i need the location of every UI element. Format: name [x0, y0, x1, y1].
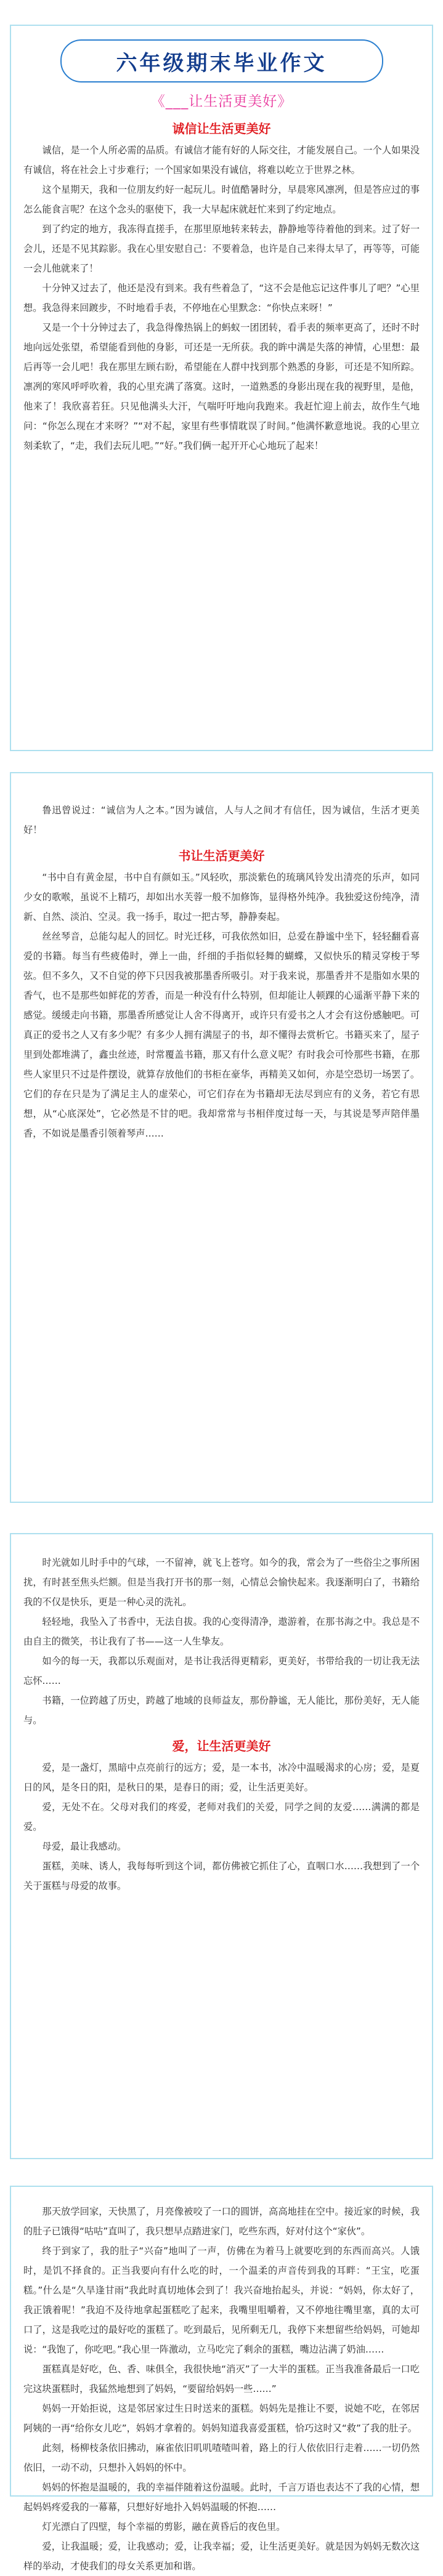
paragraph: 此刻，杨柳枝条依旧拂动，麻雀依旧叽叽喳喳叫着，路上的行人依依旧行走着……一切仍然依旧，一动不动，只想扑入妈妈的怀中。	[23, 2442, 420, 2473]
paragraph: “书中自有黄金屋，书中自有颜如玉。”风轻吹，那淡紫色的琉璃风铃发出清亮的乐声，如同少女的歌喉，虽说不上精巧，却如出水芙蓉一般不加修饰，显得格外纯净。我独爱这份纯净，清新、自然、淡泊、空灵。我一扬手，取过一把古琴，静静奏起。	[23, 872, 420, 922]
page-title: 六年级期末毕业作文	[60, 39, 383, 83]
paragraph: 终于到家了，我的肚子“兴奋”地叫了一声，仿佛在为着马上就要吃到的东西而高兴。人饿时，是饥不择食的。正当我要向有什么吃的时，一个温柔的声音传到我的耳畔：“王宝，吃蛋糕。”什么是“久旱逢甘雨”我此时真切地体会到了！我兴奋地抬起头，并说：“妈妈，你太好了，我正饿着呢！”我迫不及待地拿起蛋糕吃了起来，我嘴里咀嚼着，又不停地往嘴里塞，真的太可口了，这是我吃过的最好吃的蛋糕了。吃到最后，见所剩无几，我停下来想留些给妈妈，可她却说：“我饱了，你吃吧。”我心里一阵激动，立马吃完了剩余的蛋糕，嘴边沾满了奶油……	[23, 2245, 420, 2355]
paragraph: 那天放学回家，天快黑了，月亮像被咬了一口的圆饼，高高地挂在空中。接近家的时候，我的肚子已饿得“咕咕”直叫了，我只想早点踏进家门，吃些东西，好对付这个“家伙”。	[23, 2206, 420, 2237]
paragraph: 爱，无处不在。父母对我们的疼爱，老师对我们的关爱，同学之间的友爱……满满的都是爱。	[23, 1801, 420, 1832]
paragraph: 如今的每一天，我都以乐观面对，是书让我活得更精彩，更美好，书带给我的一切让我无法忘怀……	[23, 1656, 420, 1686]
paragraph: 这个星期天，我和一位朋友约好一起玩儿。时值酷暑时分，早晨寒风凛冽，但是答应过的事怎么能食言呢？在这个念头的驱使下，我一大早起床就赶忙来到了约定地点。	[23, 184, 420, 215]
paragraph: 爱，让我温暖；爱，让我感动；爱，让我幸福；爱，让生活更美好。就是因为妈妈无数次这样的举动，才使我们的母女关系更加和谐。	[23, 2541, 420, 2572]
paragraph: 母爱，最让我感动。	[42, 1841, 127, 1852]
paragraph: 轻轻地，我坠入了书香中，无法自拔。我的心变得清净，遨游着，在那书海之中。我总是不由自主的微笑，书让我有了书——这一人生挚友。	[23, 1616, 420, 1647]
essay-title-books: 书让生活更美好	[178, 848, 265, 863]
paragraph: 蛋糕，美味、诱人，我每每听到这个词，都仿佛被它抓住了心，直咽口水……我想到了一个关于蛋糕与母爱的故事。	[23, 1861, 420, 1891]
paragraph: 蛋糕真是好吃，色、香、味俱全，我很快地“消灭”了一大半的蛋糕。正当我准备最后一口吃完这块蛋糕时，我猛然地想到了妈妈，“要留给妈妈一些……”	[23, 2364, 420, 2394]
paragraph: 灯光漂白了四壁，每个幸福的剪影，融在黄昏后的夜色里。	[42, 2521, 286, 2532]
paragraph: 十分钟又过去了，他还是没有到来。我有些着急了，“这不会是他忘记这件事儿了吧？”心里想。我急得来回踱步，不时地看手表，不停地在心里默念：“你快点来呀！”	[23, 283, 420, 313]
page-subtitle: 《___让生活更美好》	[150, 94, 293, 110]
paragraph: 时光就如儿时手中的气球，一不留神，就飞上苍穹。如今的我，常会为了一些俗尘之事所困扰，有时甚至焦头烂额。但是当我打开书的那一刻，心情总会愉快起来。我逐渐明白了，书籍给我的不仅是快乐，更是一种心灵的洗礼。	[23, 1557, 420, 1608]
paragraph: 诚信，是一个人所必需的品质。有诚信才能有好的人际交往，才能发展自己。一个人如果没有诚信，将在社会上寸步难行；一个国家如果没有诚信，将难以屹立于世界之林。	[23, 145, 420, 175]
essay-card-4	[10, 2186, 433, 2572]
essay-title-honesty: 诚信让生活更美好	[172, 121, 271, 136]
paragraph: 到了约定的地方，我冻得直搓手，在那里原地转来转去，静静地等待着他的到来。过了好一会儿，还是不见其踪影。我在心里安慰自己：不要着急，也许是自己来得太早了，再等等，可能一会儿他就来了！	[23, 223, 420, 274]
paragraph: 又是一个十分钟过去了，我急得像热锅上的蚂蚁一团团转，看手表的频率更高了，还时不时地向远处张望，希望能看到他的身影，可还是一无所获。我的眸中满是失落的神情，心里想：最后再等一会儿吧！我在那里左顾右盼，希望能在人群中找到那个熟悉的身影，可还是不知所踪。凛冽的寒风呼呼吹着，我的心里充满了落寞。这时，一道熟悉的身影出现在我的视野里，是他，他来了！我欣喜若狂。只见他满头大汗，气喘吁吁地向我跑来。我赶忙迎上前去，故作生气地问：“你怎么现在才来呀？”“对不起，家里有些事情耽误了时间。”他满怀歉意地说。我的心里立刻柔软了，“走，我们去玩儿吧。”“好。”我们俩一起开开心心地玩了起来！	[23, 322, 420, 451]
paragraph: 鲁迅曾说过：“诚信为人之本。”因为诚信，人与人之间才有信任，因为诚信，生活才更美好！	[23, 805, 420, 835]
paragraph: 丝丝琴音，总能勾起人的回忆。时光迁移，可我依然如旧，总爱在静谧中坐下，轻轻翻看喜爱的书籍。每当有些疲倦时，弹上一曲，纤细的手指似轻舞的蝴蝶，又似快乐的精灵穿梭于琴弦。但不多久，又不自觉的停下只因我被那墨香所吸引。对于我来说，那墨香并不是脂如水果的香气，也不是那些如鲜花的芳香，而是一种没有什么特别，但却能让人顿踝的心遥渐平静下来的感觉。缓缓走向书籍，那墨香所感觉让人舍不得离开，或许只有爱书之人才会有这份感触吧。可真正的爱书之人又有多少呢？有多少人拥有满屋子的书，却不懂得去赏析它。书籍买来了，屋子里到处都堆满了，鑫虫丝迹，时常覆盖书籍，那又有什么意义呢？有时我会可怜那些书籍，在那些人家里只不过是件摆设，就算存放他们的书柜在豪华，再精美又如何，亦是空恐切一场罢了。它们的存在只是为了满足主人的虚荣心，可它们存在为书籍却无法尽到应有的义务，若它有思想，从“心底深处”，它必然是不甘的吧。我却常常与书相伴度过每一天，与其说是琴声陪伴墨香，不如说是墨香引领着琴声……	[23, 931, 420, 1139]
essay-card-1	[10, 25, 433, 751]
paragraph: 书籍，一位跨越了历史，跨越了地域的良师益友，那份静谧，无人能比，那份美好，无人能与。	[23, 1695, 420, 1726]
paragraph: 妈妈一开始拒说，这是邻居家过生日时送来的蛋糕。妈妈先是推让不要，说她不吃，在邻居阿姨的一再“给你女儿吃”，妈妈才拿着的。妈妈知道我喜爱蛋糕，恰巧这时又“救”了我的肚子。	[23, 2403, 420, 2434]
essay-card-2	[10, 772, 433, 1503]
paragraph: 爱，是一盏灯，黑暗中点亮前行的远方；爱，是一本书，冰冷中温暖渴求的心房；爱，是夏日的风，是冬日的阳，是秋日的果，是春日的雨；爱，让生活更美好。	[23, 1762, 420, 1793]
essay-title-love: 爱，让生活更美好	[172, 1739, 271, 1753]
essay-card-3	[10, 1533, 433, 2159]
paragraph: 妈妈的怀抱是温暖的，我的幸福伴随着这份温暖。此时，千言万语也表达不了我的心情，想起妈妈疼爱我的一幕幕，只想好好地扑入妈妈温暖的怀抱……	[23, 2482, 420, 2513]
